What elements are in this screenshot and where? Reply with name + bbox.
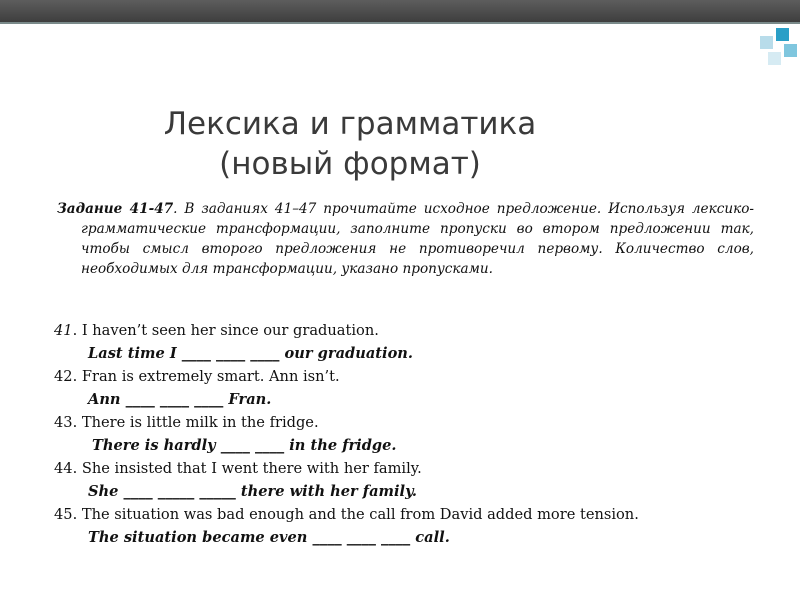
task-instructions: [57, 199, 754, 279]
sentence-text: . I haven’t seen her since our graduation.: [72, 322, 379, 339]
decor-square: [768, 52, 781, 65]
exercise-answer: Ann ____ ____ ____ Fran.: [88, 391, 272, 408]
exercise-answer: The situation became even ____ ____ ____ call.: [88, 529, 450, 546]
sentence-text: . The situation was bad enough and the call from David added more tension.: [72, 506, 639, 523]
decor-square: [760, 36, 773, 49]
item-number: 41: [54, 322, 73, 339]
sentence-text: . She insisted that I went there with her family.: [72, 460, 422, 477]
sentence-text: . There is little milk in the fridge.: [72, 414, 319, 431]
task-label: Задание 41-47: [57, 201, 174, 217]
task-text-a: . В заданиях: [173, 201, 275, 217]
title-line-2: (новый формат): [219, 146, 481, 182]
exercise-sentence: [54, 503, 774, 526]
task-range: 41–47: [274, 201, 317, 217]
title-line-1: Лексика и грамматика: [163, 106, 537, 142]
exercise-sentence: [54, 411, 774, 434]
decor-square: [784, 44, 797, 57]
item-number: 44: [54, 460, 73, 477]
item-number: 43: [54, 414, 73, 431]
item-number: 42: [54, 368, 73, 385]
exercise-answer: Last time I ____ ____ ____ our graduation.: [88, 345, 414, 362]
exercise-sentence: [54, 319, 774, 342]
exercise-list: [54, 319, 774, 549]
task-text-b: прочитайте исходное предложение. Используя лексико-грамматические трансформации, заполните пропуски во втором предложении так, чтобы смысл второго предложения не противоречил первому. Количество слов, необходимых для трансформации, указано пропусками.: [81, 201, 754, 277]
sentence-text: . Fran is extremely smart. Ann isn’t.: [72, 368, 340, 385]
top-accent-line: [0, 22, 800, 24]
slide-title: [70, 104, 630, 184]
decor-square: [776, 28, 789, 41]
exercise-sentence: [54, 457, 774, 480]
task-paragraph: [57, 199, 754, 279]
top-bar: [0, 0, 800, 22]
exercise-answer: There is hardly ____ ____ in the fridge.: [92, 437, 397, 454]
exercise-sentence: [54, 365, 774, 388]
corner-decoration: [740, 24, 800, 84]
item-number: 45: [54, 506, 73, 523]
exercise-answer: She ____ _____ _____ there with her family.: [88, 483, 417, 500]
